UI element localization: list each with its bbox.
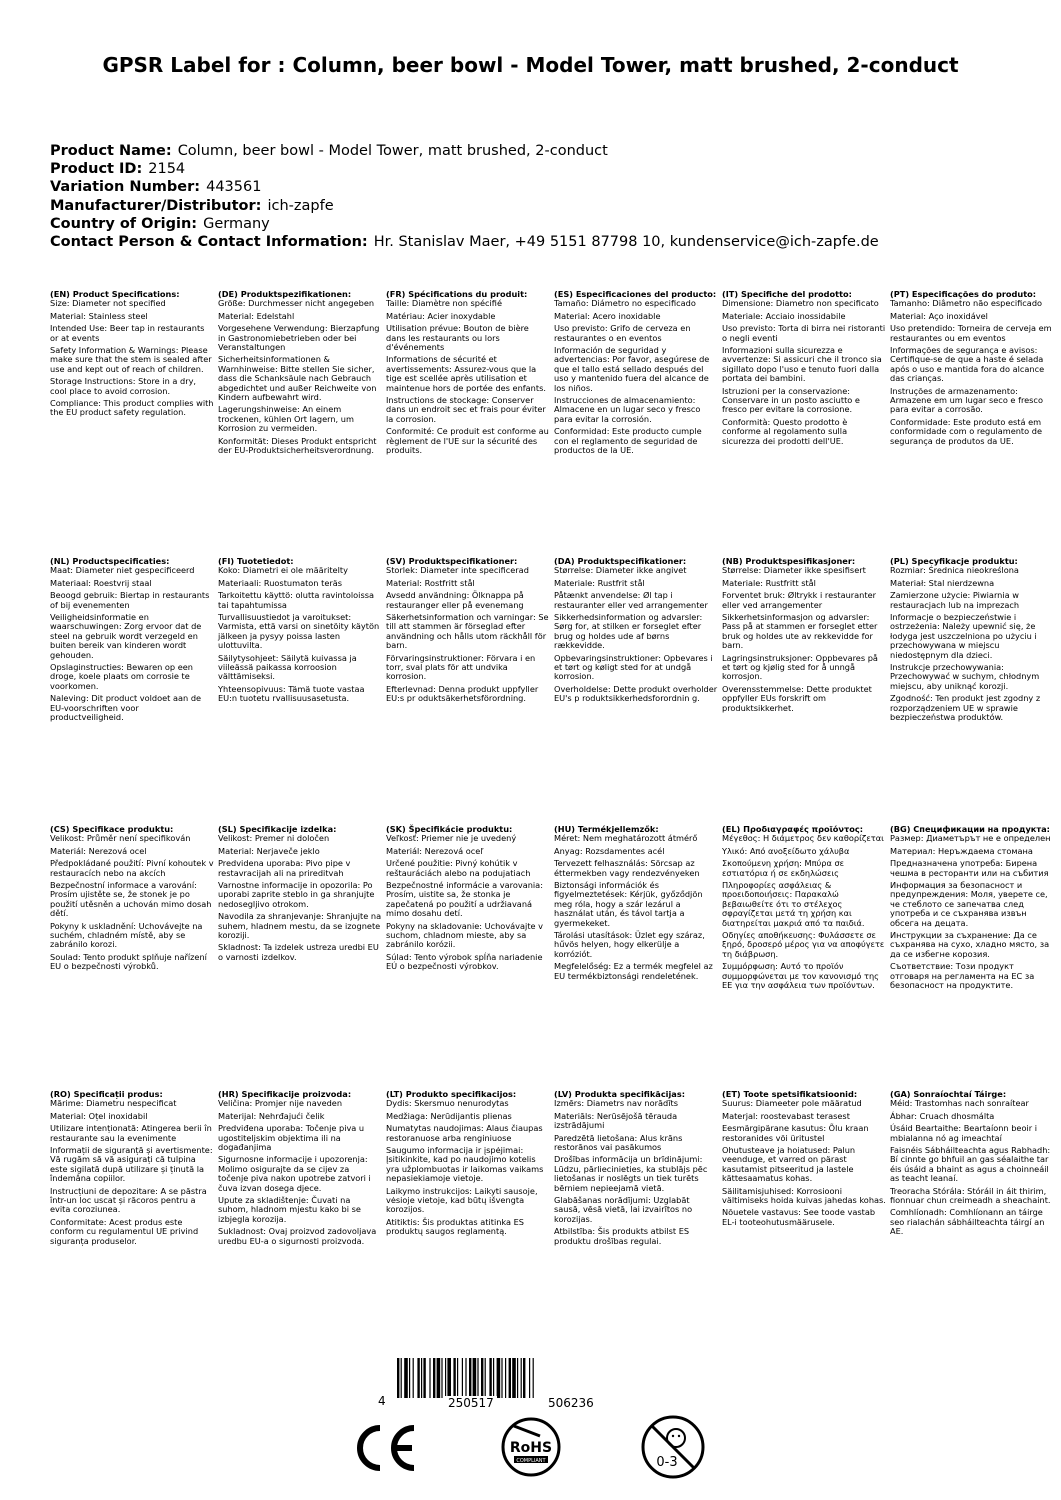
spec-heading: (DE) Produktspezifikationen: — [218, 289, 352, 299]
spec-line: Съответствие: Този продукт отговаря на регламента на ЕС за безопасност на продуктите. — [890, 961, 1035, 991]
product-info — [50, 142, 1010, 251]
spec-line: Beoogd gebruik: Biertap in restaurants of bij evenementen — [50, 590, 210, 610]
spec-block — [554, 557, 718, 707]
spec-line: Instruções de armazenamento: Armazene em um lugar seco e fresco para evitar a corrosão. — [890, 385, 1043, 415]
spec-line: Intended Use: Beer tap in restaurants or at events — [50, 323, 205, 343]
spec-heading: (CS) Specifikace produktu: — [50, 824, 174, 834]
info-value: ich-zapfe — [267, 197, 334, 214]
spec-line: Medžiaga: Nerūdijantis plienas — [386, 1110, 512, 1121]
spec-line: Materiał: Stal nierdzewna — [890, 577, 995, 588]
spec-line: Instructions de stockage: Conserver dans un endroit sec et frais pour éviter la corrosion. — [386, 395, 546, 424]
barcode-bar — [477, 1358, 478, 1398]
spec-heading: (NL) Productspecificaties: — [50, 556, 170, 566]
spec-line: Materiale: Acciaio inossidabile — [722, 310, 846, 321]
spec-line: Materiaal: Roestvrij staal — [50, 577, 152, 588]
info-value: 443561 — [206, 179, 262, 196]
spec-block — [554, 290, 718, 459]
spec-block — [890, 557, 1054, 726]
spec-line: Varnostne informacije in opozorila: Po uporabi zaprite steblo in ga shranjujte nedosegljivo otrokom. — [218, 880, 375, 909]
spec-line: Bezpečnostní informace a varování: Prosím ujistěte se, že stonek je po použití utěsněn a uchován mimo dosah dětí. — [50, 880, 212, 919]
spec-heading: (FR) Spécifications du produit: — [386, 289, 528, 299]
spec-line: Laikymo instrukcijos: Laikyti sausoje, vėsioje vietoje, kad būtų išvengta korozijos. — [386, 1185, 538, 1215]
spec-block — [890, 1090, 1054, 1240]
spec-line: Tárolási utasítások: Üzlet egy száraz, hűvös helyen, hogy elkerülje a korróziót. — [554, 930, 705, 959]
spec-block — [386, 1090, 550, 1240]
spec-heading: (IT) Specifiche del prodotto: — [722, 289, 852, 299]
spec-line: Conformità: Questo prodotto è conforme al regolamento sulla sicurezza dei prodotti dell'UE. — [722, 416, 848, 446]
barcode-bar — [509, 1358, 511, 1398]
barcode-digits-right: 506236 — [545, 1396, 597, 1410]
spec-heading: (ET) Toote spetsifikatsioonid: — [722, 1089, 858, 1099]
spec-line: Ábhar: Cruach dhosmálta — [890, 1110, 995, 1121]
spec-line: Naleving: Dit product voldoet aan de EU-voorschriften voor productveiligheid. — [50, 693, 202, 723]
spec-line: Material: Edelstahl — [218, 310, 295, 321]
barcode — [375, 1358, 605, 1413]
spec-line: Conformidade: Este produto está em conformidade com o regulamento de segurança de produtos da UE. — [890, 416, 1042, 446]
spec-line: Súlad: Tento výrobok spĺňa nariadenie EÚ o bezpečnosti výrobkov. — [386, 951, 543, 972]
spec-line: Informazioni sulla sicurezza e avvertenze: Si assicuri che il tronco sia sigillato dopo l'uso e tenuto fuori dalla portata dei bambini. — [722, 345, 882, 384]
spec-line: Comhlíonadh: Comhlíonann an táirge seo rialachán sábháilteachta táirgí an AE. — [890, 1207, 1045, 1237]
spec-line: Size: Diameter not specified — [50, 298, 166, 309]
spec-line: Veličina: Promjer nije naveden — [218, 1098, 343, 1109]
spec-line: Predvidena uporaba: Pivo pipe v restavracijah ali na prireditvah — [218, 858, 351, 878]
spec-line: Opslaginstructies: Bewaren op een droge, koele plaats om corrosie te voorkomen. — [50, 662, 193, 691]
spec-line: Veľkosť: Priemer nie je uvedený — [386, 833, 517, 844]
spec-line: Opbevaringsinstruktioner: Opbevares i et tørt og køligt sted for at undgå korrosion. — [554, 652, 713, 682]
spec-heading: (LT) Produkto specifikacijos: — [386, 1089, 517, 1099]
barcode-bar — [429, 1358, 430, 1398]
barcode-bar — [497, 1358, 501, 1398]
barcode-bar — [489, 1358, 491, 1398]
barcode-digits-left: 250517 — [445, 1396, 497, 1410]
spec-line: Velikost: Průměr není specifikován — [50, 833, 191, 844]
spec-line: Koko: Diametri ei ole määritelty — [218, 565, 348, 576]
spec-block — [722, 557, 886, 716]
spec-line: Ohutusteave ja hoiatused: Palun veenduge, et varred on pärast kasutamist pitseeritud ja lastele kättesaamatus kohas. — [722, 1145, 856, 1184]
spec-line: Skladnost: Ta izdelek ustreza uredbi EU o varnosti izdelkov. — [218, 942, 379, 962]
spec-line: Uso pretendido: Torneira de cerveja em restaurantes ou em eventos — [890, 323, 1052, 343]
spec-block — [218, 825, 382, 965]
spec-line: Saugumo informacija ir įspėjimai: Įsitikinkite, kad po naudojimo kotelis yra užplombuotas ir laikomas vaikams nepasiekiamoje vietoje. — [386, 1145, 544, 1184]
spec-heading: (PL) Specyfikacje produktu: — [890, 556, 1018, 566]
spec-line: Zgodność: Ten produkt jest zgodny z rozporządzeniem UE w sprawie bezpieczeństwa produktów. — [890, 693, 1041, 723]
spec-line: Taille: Diamètre non spécifié — [386, 298, 502, 309]
spec-line: Sukladnost: Ovaj proizvod zadovoljava uredbu EU-a o sigurnosti proizvoda. — [218, 1226, 377, 1246]
barcode-bar — [457, 1358, 458, 1398]
barcode-bar — [417, 1358, 419, 1398]
barcode-bars — [375, 1358, 605, 1400]
spec-line: Materiál: Nerezová ocel — [50, 845, 147, 856]
barcode-digit-first: 4 — [375, 1394, 389, 1408]
spec-block — [386, 290, 550, 459]
spec-line: Предназначена употреба: Бирена чешма в ресторанти или на събития — [890, 858, 1049, 878]
spec-line: Conformitate: Acest produs este conform cu regulamentul UE privind siguranța produselor. — [50, 1216, 199, 1246]
spec-heading: (SL) Specifikacije izdelka: — [218, 824, 337, 834]
spec-line: Treoracha Stórála: Stóráil in áit thirim, fionnuar chun creimeadh a sheachaint. — [890, 1185, 1051, 1206]
info-label: Variation Number: — [50, 179, 201, 196]
spec-line: Μέγεθος: Η διάμετρος δεν καθορίζεται — [722, 833, 884, 844]
spec-line: Eesmärgipärane kasutus: Õlu kraan restoranides või üritustel — [722, 1123, 869, 1143]
spec-line: Anyag: Rozsdamentes acél — [554, 845, 665, 856]
barcode-bar — [521, 1358, 522, 1398]
spec-line: Istruzioni per la conservazione: Conservare in un posto asciutto e fresco per evitare la corrosione. — [722, 385, 860, 415]
spec-line: Größe: Durchmesser nicht angegeben — [218, 298, 375, 309]
spec-line: Informações de segurança e avisos: Certifique-se de que a haste é selada após o uso e mantida fora do alcance das crianças. — [890, 345, 1045, 384]
barcode-bar — [404, 1358, 408, 1398]
info-row — [50, 233, 1010, 251]
spec-line: Materiál: Nerezová oceľ — [386, 845, 484, 856]
spec-heading: (BG) Спецификации на продукта: — [890, 824, 1050, 834]
spec-line: Material: Oțel inoxidabil — [50, 1110, 148, 1121]
spec-line: Säilitamisjuhised: Korrosiooni vältimiseks hoida kuivas jahedas kohas. — [722, 1185, 886, 1206]
spec-line: Σκοπούμενη χρήση: Μπύρα σε εστιατόρια ή σε εκδηλώσεις — [722, 858, 845, 878]
info-label: Country of Origin: — [50, 215, 198, 232]
info-value: Column, beer bowl - Model Tower, matt brushed, 2-conduct — [177, 143, 608, 159]
spec-line: Material: Acero inoxidable — [554, 310, 661, 321]
spec-line: Conformité: Ce produit est conforme au règlement de l'UE sur la sécurité des produits. — [386, 426, 549, 456]
barcode-bar — [465, 1358, 466, 1398]
spec-line: Størrelse: Diameter ikke angivet — [554, 565, 687, 576]
rohs-sublabel: COMPLIANT — [516, 1458, 546, 1464]
spec-line: Sikkerhetsinformasjon og advarsler: Pass på at stammen er forseglet etter bruk og holdes ute av rekkevidde for barn. — [722, 612, 878, 651]
spec-block — [890, 290, 1054, 449]
spec-line: Tamanho: Diâmetro não especificado — [890, 298, 1043, 309]
spec-block — [554, 1090, 718, 1249]
spec-heading: (LV) Produkta specifikācijas: — [554, 1089, 685, 1099]
spec-heading: (HR) Specifikacije proizvoda: — [218, 1089, 352, 1099]
spec-line: Biztonsági információk és figyelmeztetések: Kérjük, győződjön meg róla, hogy a szár lezárul a használat után, és távol tartja a gyermekeket. — [554, 880, 703, 928]
spec-line: Uso previsto: Grifo de cerveza en restaurantes o en eventos — [554, 323, 691, 343]
spec-line: Předpokládané použití: Pivní kohoutek v restauracích nebo na akcích — [50, 858, 214, 878]
spec-line: Materijal: Nehrđajući čelik — [218, 1110, 325, 1121]
barcode-bar — [445, 1358, 446, 1398]
barcode-bar — [523, 1358, 525, 1398]
barcode-bar — [529, 1358, 530, 1398]
spec-line: Vorgesehene Verwendung: Bierzapfung in Gastronomiebetrieben oder bei Veranstaltungen — [218, 323, 380, 353]
spec-line: Instrukcje przechowywania: Przechowywać w suchym, chłodnym miejscu, aby uniknąć korozji. — [890, 662, 1040, 691]
age-label: 0-3 — [656, 1455, 678, 1470]
spec-line: Materiāls: Nerūsējošā tērauda izstrādājumi — [554, 1110, 678, 1131]
barcode-bar — [441, 1358, 442, 1398]
info-row — [50, 160, 1010, 178]
info-value: 2154 — [148, 161, 186, 178]
barcode-bar — [517, 1358, 518, 1398]
barcode-bar — [485, 1358, 486, 1398]
spec-line: Säilytysohjeet: Säilytä kuivassa ja viileässä paikassa korroosion välttämiseksi. — [218, 652, 357, 682]
barcode-bar — [423, 1358, 425, 1398]
spec-line: Yhteensopivuus: Tämä tuote vastaa EU:n tuotetu rvallisuusasetusta. — [218, 683, 365, 704]
spec-line: Utilizare intenționată: Atingerea berii în restaurante sau la evenimente — [50, 1123, 212, 1143]
spec-line: Påtænkt anvendelse: Øl tap i restauranter eller ved arrangementer — [554, 590, 708, 610]
barcode-bar — [512, 1358, 516, 1398]
spec-block — [50, 825, 214, 975]
spec-line: Sigurnosne informacije i upozorenja: Molimo osigurajte da se cijev za točenje piva nakon upotrebe zatvori i čuva izvan dosega djece. — [218, 1154, 371, 1193]
spec-line: Overholdelse: Dette produkt overholder EU's p roduktsikkerhedsforordnin g. — [554, 683, 718, 704]
barcode-bar — [437, 1358, 441, 1398]
spec-line: Informations de sécurité et avertissements: Assurez-vous que la tige est scellée après utilisation et maintenue hors de portée des enfants. — [386, 354, 546, 393]
spec-line: Compliance: This product complies with the EU product safety regulation. — [50, 398, 214, 418]
spec-line: Materiale: Rustfrit stål — [554, 577, 645, 588]
barcode-bar — [481, 1358, 483, 1398]
barcode-bar — [462, 1358, 463, 1398]
spec-line: Materjal: roostevabast terasest — [722, 1110, 850, 1121]
spec-line: Avsedd användning: Ölknappa på restauranger eller på evenemang — [386, 590, 524, 610]
spec-line: Atbilstība: Šis produkts atbilst ES produktu drošības regulai. — [554, 1226, 690, 1246]
spec-block — [890, 825, 1054, 994]
spec-line: Safety Information & Warnings: Please make sure that the stem is sealed after use and kept out of reach of children. — [50, 345, 212, 374]
spec-line: Pokyny k uskladnění: Uchovávejte na suchém, chladném místě, aby se zabránilo korozi. — [50, 920, 203, 950]
info-value: Hr. Stanislav Maer, +49 5151 87798 10, kundenservice@ich-zapfe.de — [373, 234, 879, 251]
spec-line: Upute za skladištenje: Čuvati na suhom, hladnom mjestu kako bi se izbjegla korozija. — [218, 1195, 361, 1224]
spec-line: Megfelelőség: Ez a termék megfelel az EU termékbiztonsági rendeletének. — [554, 961, 713, 981]
spec-line: Tarkoitettu käyttö: olutta ravintoloissa tai tapahtumissa — [218, 590, 375, 610]
rohs-icon — [500, 1416, 562, 1478]
spec-line: Förvaringsinstruktioner: Förvara i en torr, sval plats för att undvika korrosion. — [386, 652, 536, 682]
spec-heading: (SK) Špecifikácie produktu: — [386, 824, 513, 834]
spec-line: Zamierzone użycie: Piwiarnia w restauracjach lub na imprezach — [890, 590, 1020, 610]
spec-line: Instrucciones de almacenamiento: Almacene en un lugar seco y fresco para evitar la corrosión. — [554, 395, 701, 424]
spec-line: Suurus: Diameeter pole määratud — [722, 1098, 862, 1109]
spec-line: Forventet bruk: Øltrykk i restauranter eller ved arrangementer — [722, 590, 876, 610]
spec-line: Storlek: Diameter inte specificerad — [386, 565, 529, 576]
not-for-children-0-3-icon — [640, 1414, 706, 1480]
spec-line: Atitiktis: Šis produktas atitinka ES produktų saugos reglamentą. — [386, 1216, 524, 1237]
spec-line: Glabāšanas norādījumi: Uzglabāt sausā, vēsā vietā, lai izvairītos no korozijas. — [554, 1195, 693, 1224]
spec-line: Sikkerhedsinformation og advarsler: Sørg for, at stilken er forseglet efter brug og holdes ude af børns rækkevidde. — [554, 612, 703, 651]
barcode-bar — [533, 1358, 534, 1398]
spec-line: Conformidad: Este producto cumple con el reglamento de seguridad de productos de la UE. — [554, 426, 702, 456]
spec-block — [218, 1090, 382, 1249]
spec-line: Lagerungshinweise: An einem trockenen, kühlen Ort lagern, um Korrosion zu vermeiden. — [218, 404, 354, 434]
spec-line: Utilisation prévue: Bouton de bière dans les restaurants ou lors d'événements — [386, 323, 529, 353]
spec-line: Izmērs: Diametrs nav norādīts — [554, 1098, 678, 1109]
spec-line: Rozmiar: Średnica nieokreślona — [890, 565, 1019, 576]
spec-line: Mărime: Diametru nespecificat — [50, 1098, 177, 1109]
spec-line: Efterlevnad: Denna produkt uppfyller EU:s pr oduktsäkerhetsförordning. — [386, 683, 539, 704]
spec-line: Instrucțiuni de depozitare: A se păstra într-un loc uscat și răcoros pentru a evita coroziunea. — [50, 1185, 207, 1215]
spec-heading: (GA) Sonraíochtaí Táirge: — [890, 1089, 1007, 1099]
spec-block — [386, 557, 550, 707]
barcode-bar — [473, 1358, 477, 1398]
spec-line: Konformität: Dieses Produkt entspricht der EU-Produktsicherheitsverordnung. — [218, 435, 377, 456]
spec-line: Navodila za shranjevanje: Shranjujte na suhem, hladnem mestu, da se izognete koroziji. — [218, 911, 382, 941]
info-label: Product Name: — [50, 143, 172, 159]
spec-line: Uso previsto: Torta di birra nei ristoranti o negli eventi — [722, 323, 886, 343]
spec-line: Инструкции за съхранение: Да се съхранява на сухо, хладно място, за да се избегне корозия. — [890, 930, 1050, 959]
spec-line: Υλικό: Από ανοξείδωτο χάλυβα — [722, 845, 850, 856]
spec-line: Tervezett felhasználás: Sörcsap az éttermekben vagy rendezvényeken — [554, 858, 700, 878]
spec-line: Storage Instructions: Store in a dry, cool place to avoid corrosion. — [50, 376, 197, 396]
spec-line: Lagringsinstruksjoner: Oppbevares på et tørt og kjølig sted for å unngå korrosjon. — [722, 652, 878, 682]
barcode-bar — [421, 1358, 422, 1398]
spec-line: Pokyny na skladovanie: Uchovávajte v suchom, chladnom mieste, aby sa zabránilo korózii. — [386, 920, 544, 950]
spec-line: Informacje o bezpieczeństwie i ostrzeżenia: Należy upewnić się, że łodyga jest uszczelniona po użyciu i przechowywana w miejscu niedostępnym dla dzieci. — [890, 612, 1037, 660]
spec-line: Velikost: Premer ni določen — [218, 833, 330, 844]
spec-line: Materiaali: Ruostumaton teräs — [218, 577, 342, 588]
spec-heading: (FI) Tuotetiedot: — [218, 556, 294, 566]
info-label: Contact Person & Contact Information: — [50, 234, 368, 251]
rohs-label: RoHS — [509, 1440, 553, 1456]
info-row — [50, 197, 1010, 215]
spec-block — [386, 825, 550, 975]
spec-line: Drošības informācija un brīdinājumi: Lūdzu, pārliecinieties, ka stublājs pēc lietošanas ir noslēgts un tiek turēts bērniem nepieejamā vietā. — [554, 1154, 708, 1193]
spec-block — [50, 1090, 214, 1249]
barcode-bar — [447, 1358, 451, 1398]
spec-heading: (SV) Produktspecifikationer: — [386, 556, 518, 566]
info-value: Germany — [203, 215, 270, 232]
spec-line: Predviđena uporaba: Točenje piva u ugostiteljskim objektima ili na događanjima — [218, 1123, 365, 1153]
barcode-bar — [505, 1358, 506, 1398]
barcode-bar — [493, 1358, 494, 1398]
spec-line: Материал: Неръждаема стомана — [890, 845, 1033, 856]
spec-line: Συμμόρφωση: Αυτό το προϊόν συμμορφώνεται με τον κανονισμό της ΕΕ για την ασφάλεια των προϊόντων. — [722, 961, 879, 991]
spec-line: Materiale: Rustfritt stål — [722, 577, 816, 588]
spec-line: Informații de siguranță și avertismente: Vă rugăm să vă asigurați că tulpina este sigilată după utilizare și ținută la îndemâna copiilor. — [50, 1145, 213, 1184]
info-row — [50, 178, 1010, 196]
spec-line: Dimensione: Diametro non specificato — [722, 298, 879, 309]
spec-line: Overensstemmelse: Dette produktet oppfyller EUs forskrift om produktsikkerhet. — [722, 683, 872, 713]
spec-line: Paredzētā lietošana: Alus krāns restorānos vai pasākumos — [554, 1132, 683, 1153]
spec-line: Οδηγίες αποθήκευσης: Φυλάσσετε σε ξηρό, δροσερό μέρος για να αποφύγετε τη διάβρωση. — [722, 930, 885, 959]
spec-line: Sicherheitsinformationen & Warnhinweise: Bitte stellen Sie sicher, dass die Schanksäule nach Gebrauch abgedichtet und außer Reichweite von Kindern aufbewahrt wird. — [218, 354, 377, 403]
spec-line: Faisnéis Sábháilteachta agus Rabhadh: Bí cinnte go bhfuil an gas séalaithe tar éis úsáid a bhaint as agus a choinneáil as teacht leanaí. — [890, 1145, 1051, 1184]
ce-mark-icon — [352, 1422, 422, 1474]
spec-line: Numatytas naudojimas: Alaus čiaupas restoranuose arba renginiuose — [386, 1123, 543, 1143]
spec-heading: (HU) Termékjellemzők: — [554, 824, 659, 834]
spec-block — [722, 825, 886, 994]
spec-line: Méid: Trastomhas nach sonraítear — [890, 1098, 1029, 1109]
spec-line: Maat: Diameter niet gespecificeerd — [50, 565, 195, 576]
spec-line: Dydis: Skersmuo nenurodytas — [386, 1098, 509, 1109]
spec-line: Turvallisuustiedot ja varoitukset: Varmista, että varsi on sinetöity käytön jälkeen ja pysyy poissa lasten ulottuvilta. — [218, 612, 380, 651]
info-label: Product ID: — [50, 161, 143, 178]
spec-heading: (PT) Especificações do produto: — [890, 289, 1037, 299]
barcode-bar — [413, 1358, 414, 1398]
spec-heading: (RO) Specificații produs: — [50, 1089, 163, 1099]
barcode-bar — [501, 1358, 502, 1398]
info-row — [50, 215, 1010, 233]
info-label: Manufacturer/Distributor: — [50, 197, 262, 214]
spec-block — [218, 557, 382, 707]
page-title: GPSR Label for : Column, beer bowl - Model Tower, matt brushed, 2-conduct — [102, 53, 959, 77]
barcode-bar — [401, 1358, 402, 1398]
spec-line: Soulad: Tento produkt splňuje nařízení EU o bezpečnosti výrobků. — [50, 951, 207, 972]
spec-line: Material: Nerjaveče jeklo — [218, 845, 320, 856]
spec-block — [50, 557, 214, 726]
spec-line: Méret: Nem meghatározott átmérő — [554, 833, 698, 844]
spec-heading: (EL) Προδιαγραφές προϊόντος: — [722, 824, 863, 834]
spec-line: Información de seguridad y advertencias: Por favor, asegúrese de que el tallo está sellado después del uso y mantenido fuera del alcance de los niños. — [554, 345, 710, 393]
spec-line: Bezpečnostné informácie a varovania: Prosím, uistite sa, že stonka je zapečatená po použití a udržiavaná mimo dosahu detí. — [386, 880, 543, 919]
barcode-bar — [453, 1358, 455, 1398]
spec-heading: (NB) Produktspesifikasjoner: — [722, 556, 856, 566]
spec-heading: (DA) Produktspecifikationer: — [554, 556, 687, 566]
spec-line: Πληροφορίες ασφάλειας & προειδοποιήσεις: Παρακαλώ βεβαιωθείτε ότι το στέλεχος σφραγίζεται μετά τη χρήση και διατηρείται μακριά από τα παιδιά. — [722, 880, 865, 928]
spec-line: Určené použitie: Pivný kohútik v reštauráciách alebo na podujatiach — [386, 858, 531, 878]
spec-line: Säkerhetsinformation och varningar: Se till att stammen är förseglad efter användning och hålls utom räckhåll för barn. — [386, 612, 549, 651]
spec-line: Nõuetele vastavus: See toode vastab EL-i tooteohutusmäärusele. — [722, 1207, 876, 1227]
barcode-bar — [397, 1358, 399, 1398]
spec-line: Matériau: Acier inoxydable — [386, 310, 496, 321]
barcode-bar — [433, 1358, 435, 1398]
spec-line: Material: Stainless steel — [50, 310, 148, 321]
info-row — [50, 142, 1010, 160]
spec-heading: (ES) Especificaciones del producto: — [554, 289, 717, 299]
spec-block — [50, 290, 214, 421]
spec-heading: (EN) Product Specifications: — [50, 289, 180, 299]
barcode-bar — [409, 1358, 410, 1398]
spec-line: Veiligheidsinformatie en waarschuwingen: Zorg ervoor dat de steel na gebruik wordt verzegeld en buiten bereik van kinderen wordt gehouden. — [50, 612, 202, 660]
spec-block — [722, 1090, 886, 1230]
spec-line: Размер: Диаметърът не е определен — [890, 833, 1051, 844]
spec-line: Tamaño: Diámetro no especificado — [554, 298, 696, 309]
spec-block — [722, 290, 886, 449]
spec-line: Størrelse: Diameter ikke spesifisert — [722, 565, 866, 576]
barcode-bar — [469, 1358, 471, 1398]
spec-line: Material: Rostfritt stål — [386, 577, 475, 588]
spec-block — [218, 290, 382, 459]
spec-line: Material: Aço inoxidável — [890, 310, 988, 321]
spec-line: Информация за безопасност и предупреждения: Моля, уверете се, че стеблото се запечатва след употреба и се съхранява извън обсега на децата. — [890, 880, 1048, 928]
spec-line: Úsáid Beartaithe: Beartaíonn beoir i mbialanna nó ag imeachtaí — [890, 1123, 1037, 1143]
spec-block — [554, 825, 718, 984]
